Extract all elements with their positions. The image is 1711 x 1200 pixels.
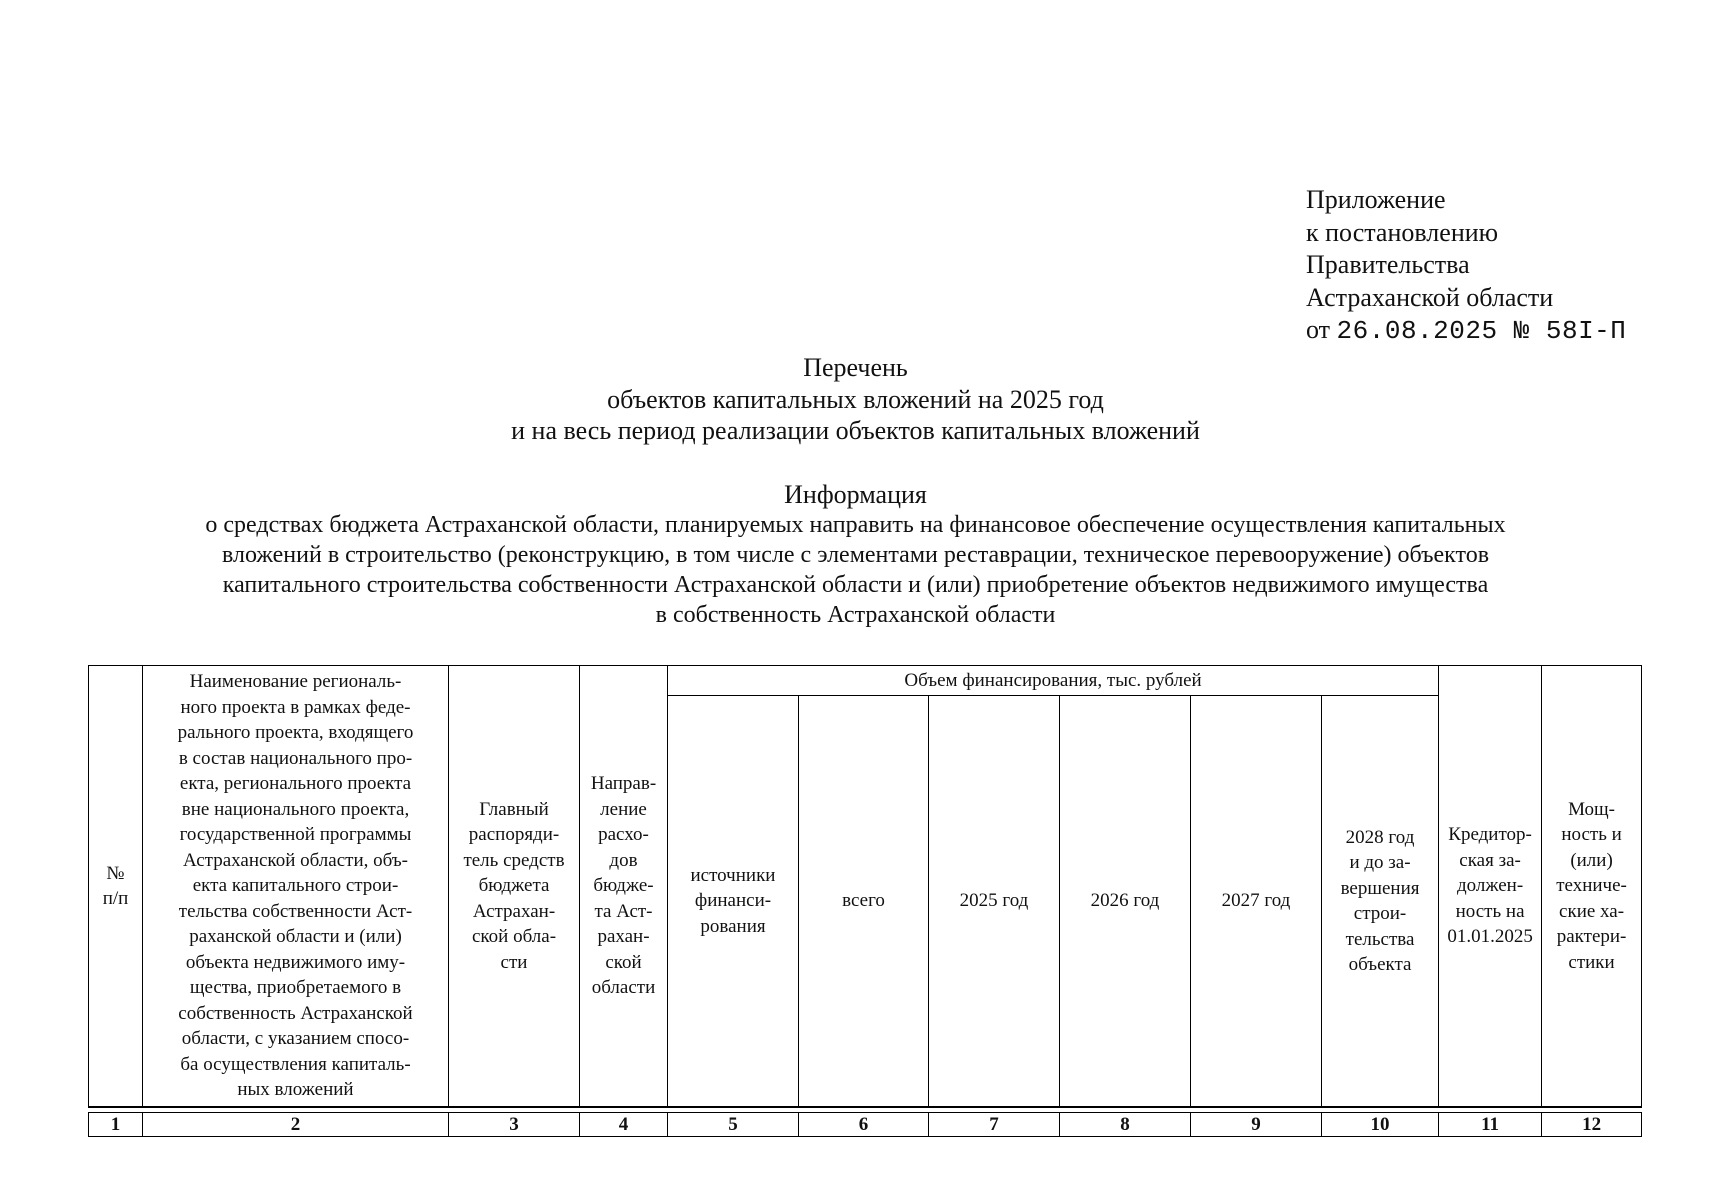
header-col-capacity: Мощ- ность и (или) техниче- ские ха- рактери- стики — [1542, 666, 1642, 1108]
appendix-line-2: к постановлению — [1306, 217, 1499, 247]
column-number: 2 — [143, 1113, 449, 1137]
column-numbers-row — [89, 1113, 1642, 1137]
info-line-2: вложений в строительство (реконструкцию, в том числе с элементами реставрации, техническое перевооружение) объектов — [221, 542, 1490, 568]
column-number: 11 — [1439, 1113, 1542, 1137]
appendix-date-line — [1306, 314, 1626, 348]
header-col-creditor-debt: Кредитор- ская за- должен- ность на 01.01.2025 — [1439, 666, 1542, 1108]
header-col-2026: 2026 год — [1060, 696, 1191, 1108]
appendix-line-1: Приложение — [1306, 185, 1446, 214]
capital-investments-table — [88, 665, 1642, 1137]
document-title — [0, 352, 1711, 447]
info-line-3: капитального строительства собственности Астраханской области и (или) приобретение объектов недвижимого имущества — [222, 572, 1489, 598]
header-col-sources: источники финанси- рования — [668, 696, 799, 1108]
title-line-3: и на весь период реализации объектов капитальных вложений — [511, 416, 1200, 445]
header-col-name: Наименование региональ- ного проекта в рамках феде- рального проекта, входящего в состав национального про- екта, регионального проекта вне национального проекта, государственной программы Астраханской области, объ- екта капитального строи- тельства собственности Аст- раханской области и (или) объекта недвижимого иму- щества, приобретаемого в собственность Астраханской области, с указанием спосо- ба осуществления капиталь- ных вложений — [143, 666, 449, 1108]
header-col-number: № п/п — [89, 666, 143, 1108]
header-col-2028: 2028 год и до за- вершения строи- тельства объекта — [1322, 696, 1439, 1108]
header-funding-group: Объем финансирования, тыс. рублей — [668, 666, 1439, 696]
header-row-1 — [89, 666, 1642, 696]
column-number: 12 — [1542, 1113, 1642, 1137]
column-number: 9 — [1191, 1113, 1322, 1137]
info-line-1: о средствах бюджета Астраханской области, планируемых направить на финансовое обеспечение осуществления капитальных — [205, 512, 1506, 538]
appendix-date-prefix: от — [1306, 315, 1331, 344]
column-number: 1 — [89, 1113, 143, 1137]
appendix-date-number: 26.08.2025 № 58I-П — [1336, 316, 1627, 346]
title-line-1: Перечень — [803, 353, 908, 382]
header-col-total: всего — [799, 696, 929, 1108]
header-col-2027: 2027 год — [1191, 696, 1322, 1108]
title-line-2: объектов капитальных вложений на 2025 год — [607, 384, 1104, 414]
column-number: 10 — [1322, 1113, 1439, 1137]
column-number: 3 — [449, 1113, 580, 1137]
column-number: 6 — [799, 1113, 929, 1137]
column-number: 8 — [1060, 1113, 1191, 1137]
header-col-manager: Главный распоряди- тель средств бюджета Астрахан- ской обла- сти — [449, 666, 580, 1108]
column-number: 5 — [668, 1113, 799, 1137]
header-col-direction: Направ- ление расхо- дов бюдже- та Аст- рахан- ской области — [580, 666, 668, 1108]
info-line-4: в собственность Астраханской области — [655, 602, 1056, 628]
appendix-block — [1306, 184, 1626, 348]
info-block — [100, 480, 1611, 630]
column-number: 7 — [929, 1113, 1060, 1137]
appendix-line-4: Астраханской области — [1306, 282, 1554, 312]
header-col-2025: 2025 год — [929, 696, 1060, 1108]
appendix-line-3: Правительства — [1306, 250, 1470, 279]
column-number: 4 — [580, 1113, 668, 1137]
info-heading: Информация — [784, 480, 927, 509]
